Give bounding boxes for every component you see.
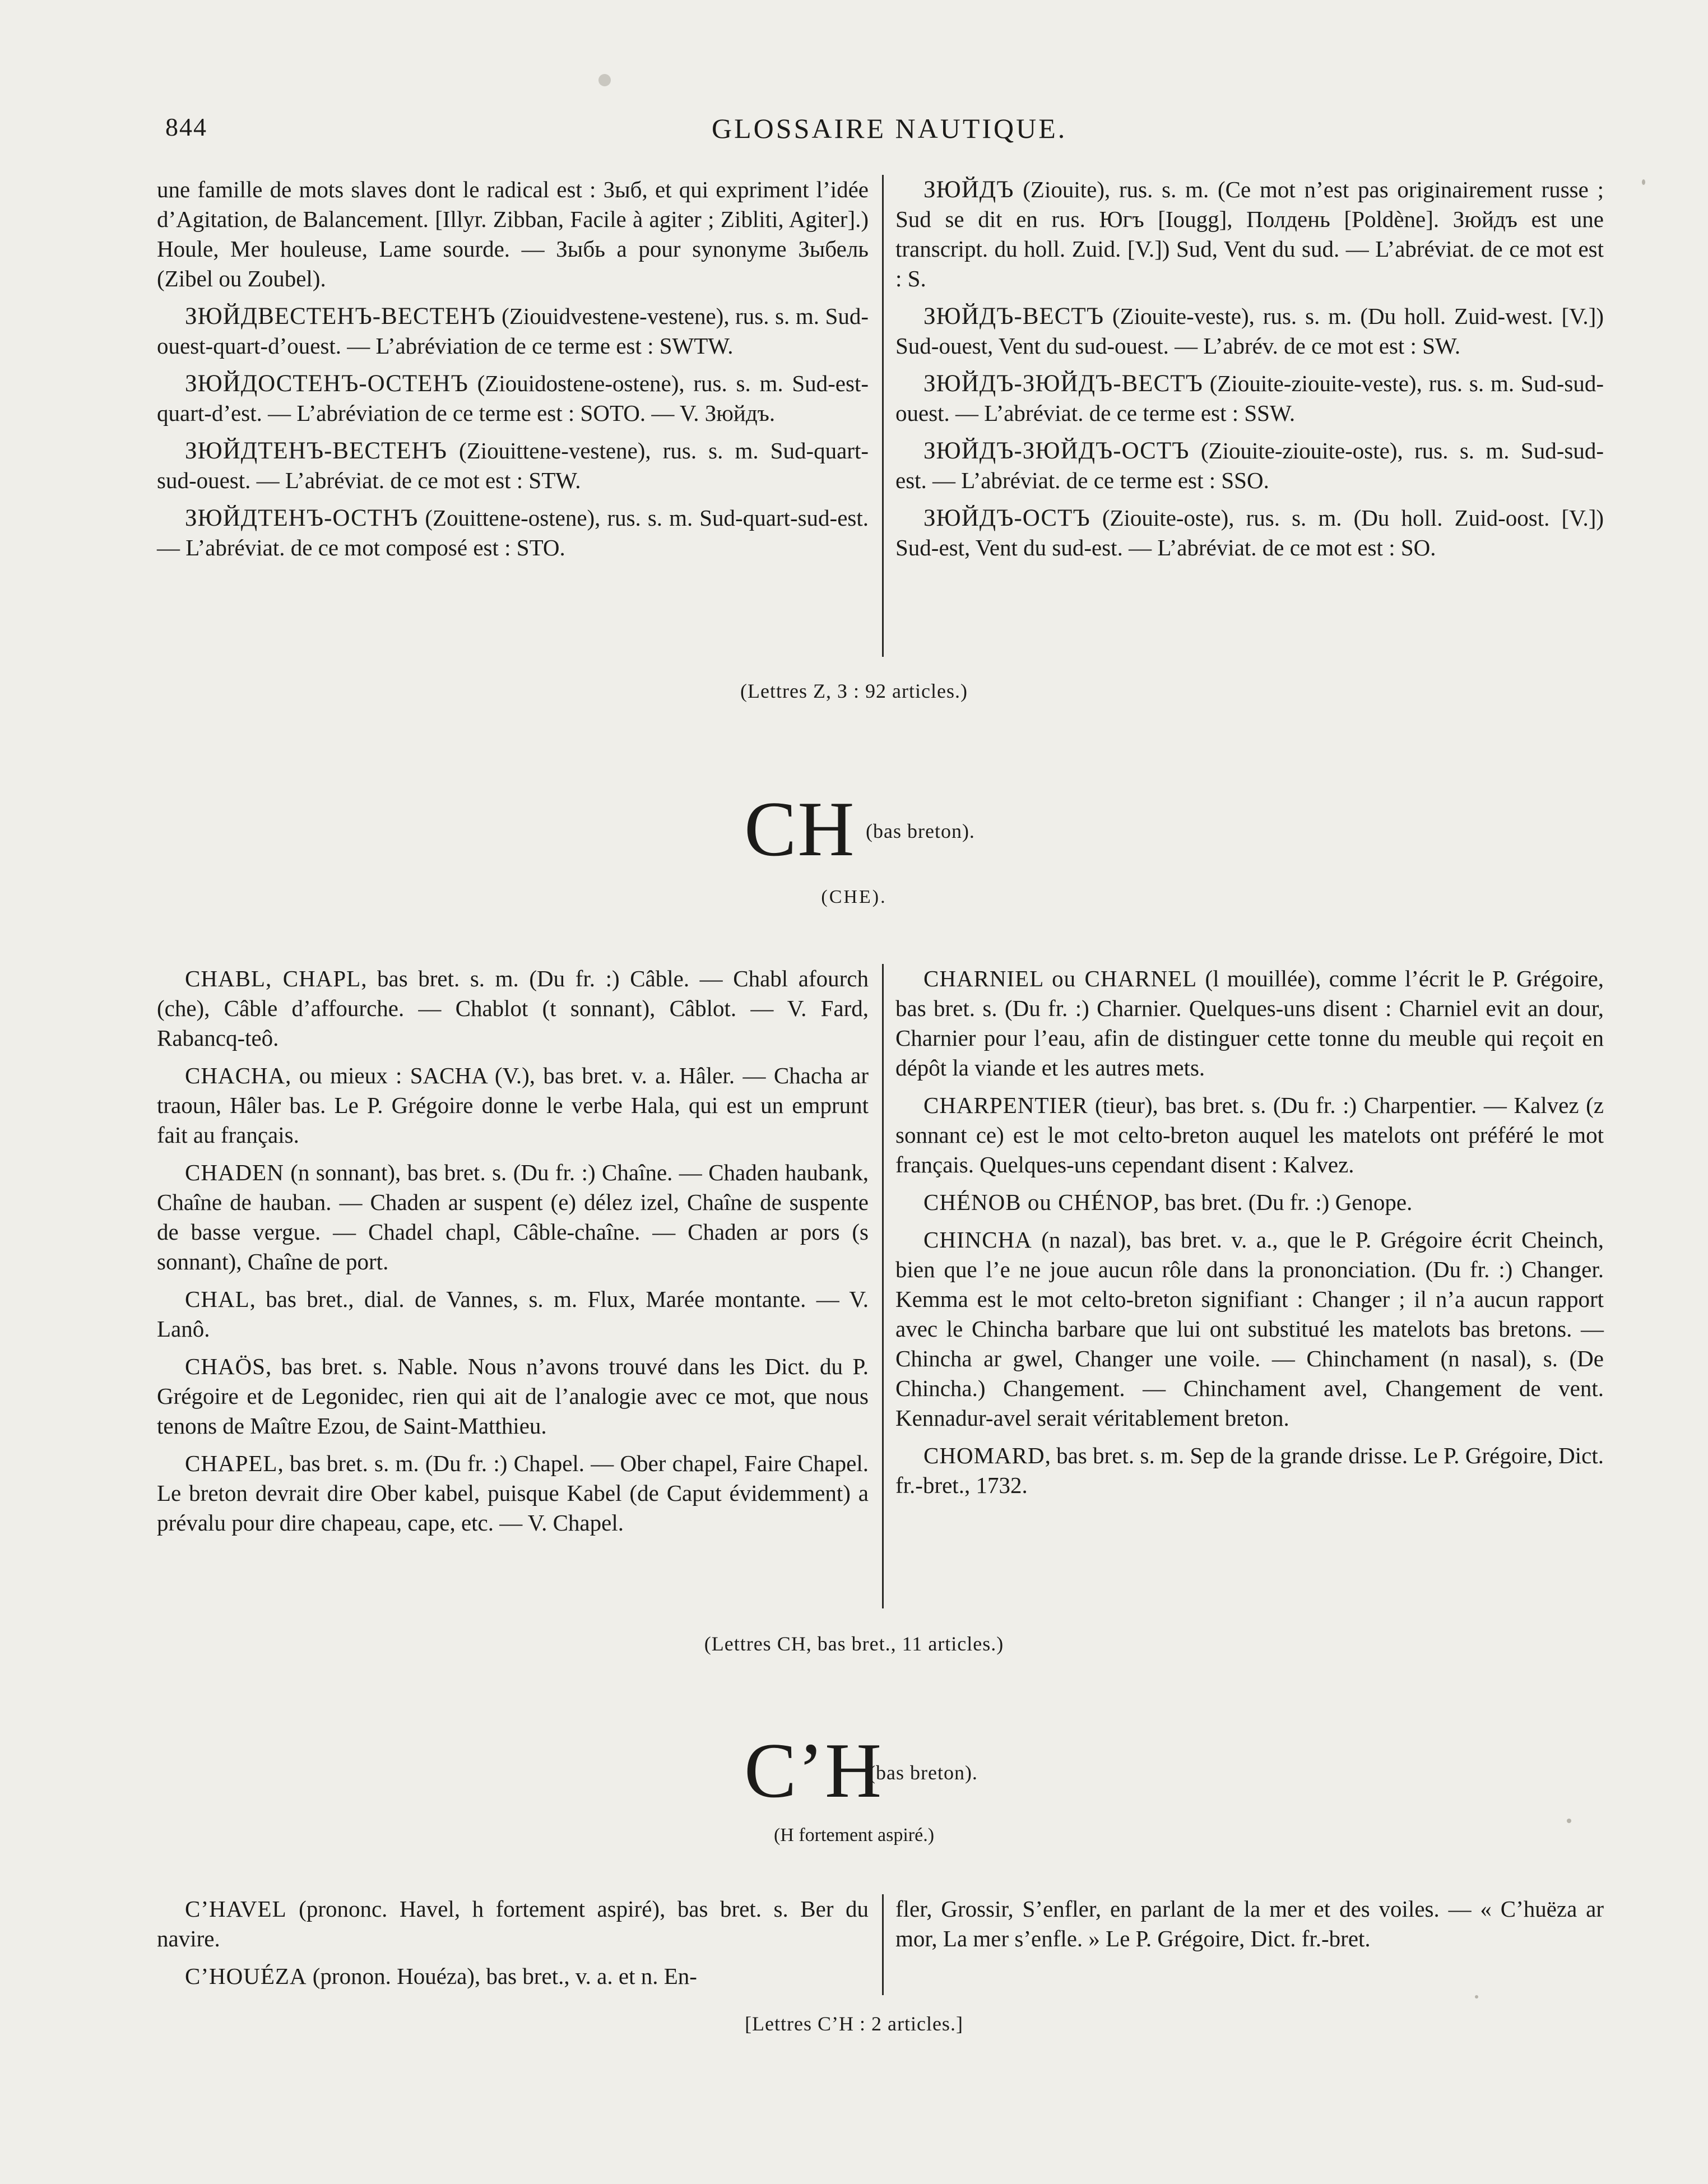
entry-headword: ЗЮЙДВЕСТЕНЪ-ВЕСТЕНЪ bbox=[185, 303, 496, 330]
entry bbox=[157, 964, 869, 1053]
entry-body: (Ziouite-veste), rus. s. m. (Du holl. Zuid-west. [V.]) Sud-ouest, Vent du sud-ouest. — L’abrév. de ce mot est : SW. bbox=[895, 303, 1604, 359]
entry-headword: CHAL bbox=[185, 1286, 250, 1312]
section-c-h-letter: C’H bbox=[744, 1727, 883, 1814]
entry-headword: CHAÖS bbox=[185, 1353, 266, 1379]
entry-body: (Ziouidostene-ostene), rus. s. m. Sud-est-quart-d’est. — L’abréviation de ce terme est : SOTO. — V. Зюйдъ. bbox=[157, 370, 869, 426]
entry bbox=[895, 175, 1604, 294]
entry bbox=[157, 1449, 869, 1538]
entry bbox=[157, 1061, 869, 1150]
entry-body: , bas bret., dial. de Vannes, s. m. Flux, Marée montante. — V. Lanô. bbox=[157, 1286, 869, 1342]
entry bbox=[157, 503, 869, 563]
column-rule bbox=[882, 175, 884, 657]
entry-body: (n sonnant), bas bret. s. (Du fr. :) Chaîne. — Chaden haubank, Chaîne de hauban. — Chaden ar suspent (e) délez izel, Chaîne de suspente de basse vergue. — Chadel chapl, Câble-chaîne. — Chaden ar pors (s sonnant), Chaîne de port. bbox=[157, 1160, 869, 1274]
entry bbox=[895, 964, 1604, 1083]
entry-headword: CHAPEL bbox=[185, 1450, 278, 1476]
entry-continuation: fler, Grossir, S’enfler, en parlant de la mer et des voiles. — « C’huëza ar mor, La mer s’enfle. » Le P. Grégoire, Dict. fr.-bret. bbox=[895, 1896, 1604, 1951]
running-title: GLOSSAIRE NAUTIQUE. bbox=[712, 113, 1068, 144]
entry-headword: CHINCHA bbox=[923, 1227, 1032, 1253]
entry bbox=[895, 1225, 1604, 1433]
entry-body: , bas bret. s. m. (Du fr. :) Chapel. — Ober chapel, Faire Chapel. Le breton devrait dire Ober kabel, puisque Kabel (de Caput évidemment) a prévalu pour dire chapeau, cape, etc. — V. Chapel. bbox=[157, 1450, 869, 1536]
entry-headword: ЗЮЙДОСТЕНЪ-ОСТЕНЪ bbox=[185, 370, 468, 397]
entry-body: , bas bret. s. m. Sep de la grande drisse. Le P. Grégoire, Dict. fr.-bret., 1732. bbox=[895, 1443, 1604, 1498]
entry-body: (prononc. Havel, h fortement aspiré), bas bret. s. Ber du navire. bbox=[157, 1896, 869, 1951]
entry bbox=[895, 302, 1604, 361]
section-c-h-label: (bas breton). bbox=[869, 1761, 978, 1784]
entry-body: (Ziouittene-vestene), rus. s. m. Sud-quart-sud-ouest. — L’abréviat. de ce mot est : STW. bbox=[157, 438, 869, 493]
entry bbox=[895, 1441, 1604, 1500]
entry-body: (n nazal), bas bret. v. a., que le P. Grégoire écrit Cheinch, bien que l’e ne joue aucun rôle dans la prononciation. (Du fr. :) Changer. Kemma est le mot celto-breton signifiant : Changer ; il n’a aucun rapport avec le Chincha barbare que lui ont substitué les matelots bas bretons. — Chincha ar gwel, Changer une voile. — Chinchament (n nasal), s. (De Chincha.) Changement. — Chinchament avel, Changement de vent. Kennadur-avel serait véritablement breton. bbox=[895, 1227, 1604, 1431]
entry-headword: CHARPENTIER bbox=[923, 1092, 1088, 1118]
column-rule bbox=[882, 964, 884, 1608]
entry bbox=[157, 1285, 869, 1344]
entry bbox=[157, 1352, 869, 1441]
section-ch-columns bbox=[157, 964, 1604, 1614]
section-c-h-right-column bbox=[895, 1894, 1604, 1962]
entry-body: , bas bret. s. m. (Du fr. :) Câble. — Chabl afourch (che), Câble d’affourche. — Chablot (t sonnant), Câblot. — V. Fard, Rabancq-teô. bbox=[157, 966, 869, 1051]
section-c-h-count: [Lettres C’H : 2 articles.] bbox=[745, 2013, 963, 2035]
entry bbox=[895, 1091, 1604, 1180]
section-z-right-column bbox=[895, 175, 1604, 571]
section-c-h-columns bbox=[157, 1894, 1604, 2006]
ink-blot bbox=[598, 74, 611, 86]
column-rule bbox=[882, 1894, 884, 1995]
entry-body: , bas bret. (Du fr. :) Genope. bbox=[1153, 1189, 1413, 1215]
entry-body: , ou mieux : SACHA (V.), bas bret. v. a. Hâler. — Chacha ar traoun, Hâler bas. Le P. Grégoire donne le verbe Hala, qui est un emprunt fait au français. bbox=[157, 1063, 869, 1148]
entry bbox=[895, 1188, 1604, 1217]
running-head bbox=[0, 112, 1708, 151]
entry-headword: ЗЮЙДЪ bbox=[923, 177, 1014, 203]
entry bbox=[895, 436, 1604, 495]
entry-body: (tieur), bas bret. s. (Du fr. :) Charpentier. — Kalvez (z sonnant ce) est le mot celto-breton auquel les matelots ont préféré le mot français. Quelques-uns cependant disent : Kalvez. bbox=[895, 1092, 1604, 1177]
entry-body: (pronon. Houéza), bas bret., v. a. et n. En- bbox=[307, 1963, 697, 1989]
section-c-h-pronunciation: (H fortement aspiré.) bbox=[773, 1825, 935, 1845]
section-z-count: (Lettres Z, З : 92 articles.) bbox=[740, 680, 968, 702]
entry-headword: ЗЮЙДТЕНЪ-ОСТНЪ bbox=[185, 505, 419, 531]
section-ch-pronunciation: (CHE). bbox=[821, 887, 887, 907]
entry-headword: C’HOUÉZA bbox=[185, 1963, 307, 1989]
section-ch-label: (bas breton). bbox=[866, 820, 975, 842]
entry bbox=[157, 302, 869, 361]
entry-headword: ЗЮЙДЪ-ЗЮЙДЪ-ВЕСТЪ bbox=[923, 370, 1203, 397]
entry-headword: CHÉNOB ou CHÉNOP bbox=[923, 1189, 1154, 1215]
entry-headword: ЗЮЙДЪ-ЗЮЙДЪ-ОСТЪ bbox=[923, 438, 1190, 464]
entry-headword: CHABL, CHAPL bbox=[185, 966, 361, 991]
entry-headword: C’HAVEL bbox=[185, 1896, 287, 1922]
entry bbox=[157, 436, 869, 495]
entry bbox=[895, 503, 1604, 563]
entry-headword: ЗЮЙДЪ-ВЕСТЪ bbox=[923, 303, 1104, 330]
entry bbox=[895, 369, 1604, 428]
section-c-h-left-column bbox=[157, 1894, 869, 1999]
entry-body: (Ziouite-oste), rus. s. m. (Du holl. Zuid-oost. [V.]) Sud-est, Vent du sud-est. — L’abréviat. de ce mot est : SO. bbox=[895, 505, 1604, 560]
entry bbox=[157, 369, 869, 428]
section-ch-count: (Lettres CH, bas bret., 11 articles.) bbox=[704, 1633, 1004, 1655]
section-ch-right-column bbox=[895, 964, 1604, 1508]
section-ch-letter: CH bbox=[744, 786, 856, 873]
entry bbox=[157, 1962, 869, 1991]
page-number: 844 bbox=[165, 113, 207, 141]
entry-headword: CHACHA bbox=[185, 1063, 286, 1088]
entry-body: (l mouillée), comme l’écrit le P. Grégoire, bas bret. s. (Du fr. :) Charnier. Quelques-uns disent : Charniel evit an dour, Charnier pour l’eau, afin de distinguer cette tonne du meuble qui reçoit en dépôt la viande et les autres mets. bbox=[895, 966, 1604, 1081]
entry-body: (Ziouite-ziouite-oste), rus. s. m. Sud-sud-est. — L’abréviat. de ce terme est : SSO. bbox=[895, 438, 1604, 493]
entry bbox=[157, 1894, 869, 1954]
entry-body: , bas bret. s. Nable. Nous n’avons trouvé dans les Dict. du P. Grégoire et de Legonidec, rien qui ait de l’analogie avec ce mot, que nous tenons de Maître Ezou, de Saint-Matthieu. bbox=[157, 1353, 869, 1439]
entry-headword: ЗЮЙДТЕНЪ-ВЕСТЕНЪ bbox=[185, 438, 447, 464]
entry-continuation: une famille de mots slaves dont le radical est : Зыб, et qui expriment l’idée d’Agitation, de Balancement. [Illyr. Zibban, Facile à agiter ; Zibliti, Agiter].) Houle, Mer houleuse, Lame sourde. — Зыбь a pour synonyme Зыбель (Zibel ou Zoubel). bbox=[157, 177, 869, 291]
section-ch-left-column bbox=[157, 964, 869, 1546]
entry-body: (Ziouite), rus. s. m. (Ce mot n’est pas originairement russe ; Sud se dit en rus. Югъ [Iougg], Полдень [Poldène]. Зюйдъ est une transcript. du holl. Zuid. [V.]) Sud, Vent du sud. — L’abréviat. de ce mot est : S. bbox=[895, 177, 1604, 291]
entry-body: (Ziouite-ziouite-veste), rus. s. m. Sud-sud-ouest. — L’abréviat. de ce terme est : SSW. bbox=[895, 370, 1604, 426]
section-z-columns bbox=[157, 175, 1604, 668]
section-z-left-column bbox=[157, 175, 869, 571]
entry-headword: CHOMARD bbox=[923, 1443, 1045, 1468]
entry-body: (Ziouidvestene-vestene), rus. s. m. Sud-ouest-quart-d’ouest. — L’abréviation de ce terme est : SWTW. bbox=[157, 303, 869, 359]
entry-headword: ЗЮЙДЪ-ОСТЪ bbox=[923, 505, 1090, 531]
entry-body: (Zouittene-ostene), rus. s. m. Sud-quart-sud-est. — L’abréviat. de ce mot composé est : STO. bbox=[157, 505, 869, 560]
entry-headword: CHARNIEL ou CHARNEL bbox=[923, 966, 1198, 991]
entry-headword: CHADEN bbox=[185, 1160, 284, 1185]
entry bbox=[157, 1158, 869, 1277]
